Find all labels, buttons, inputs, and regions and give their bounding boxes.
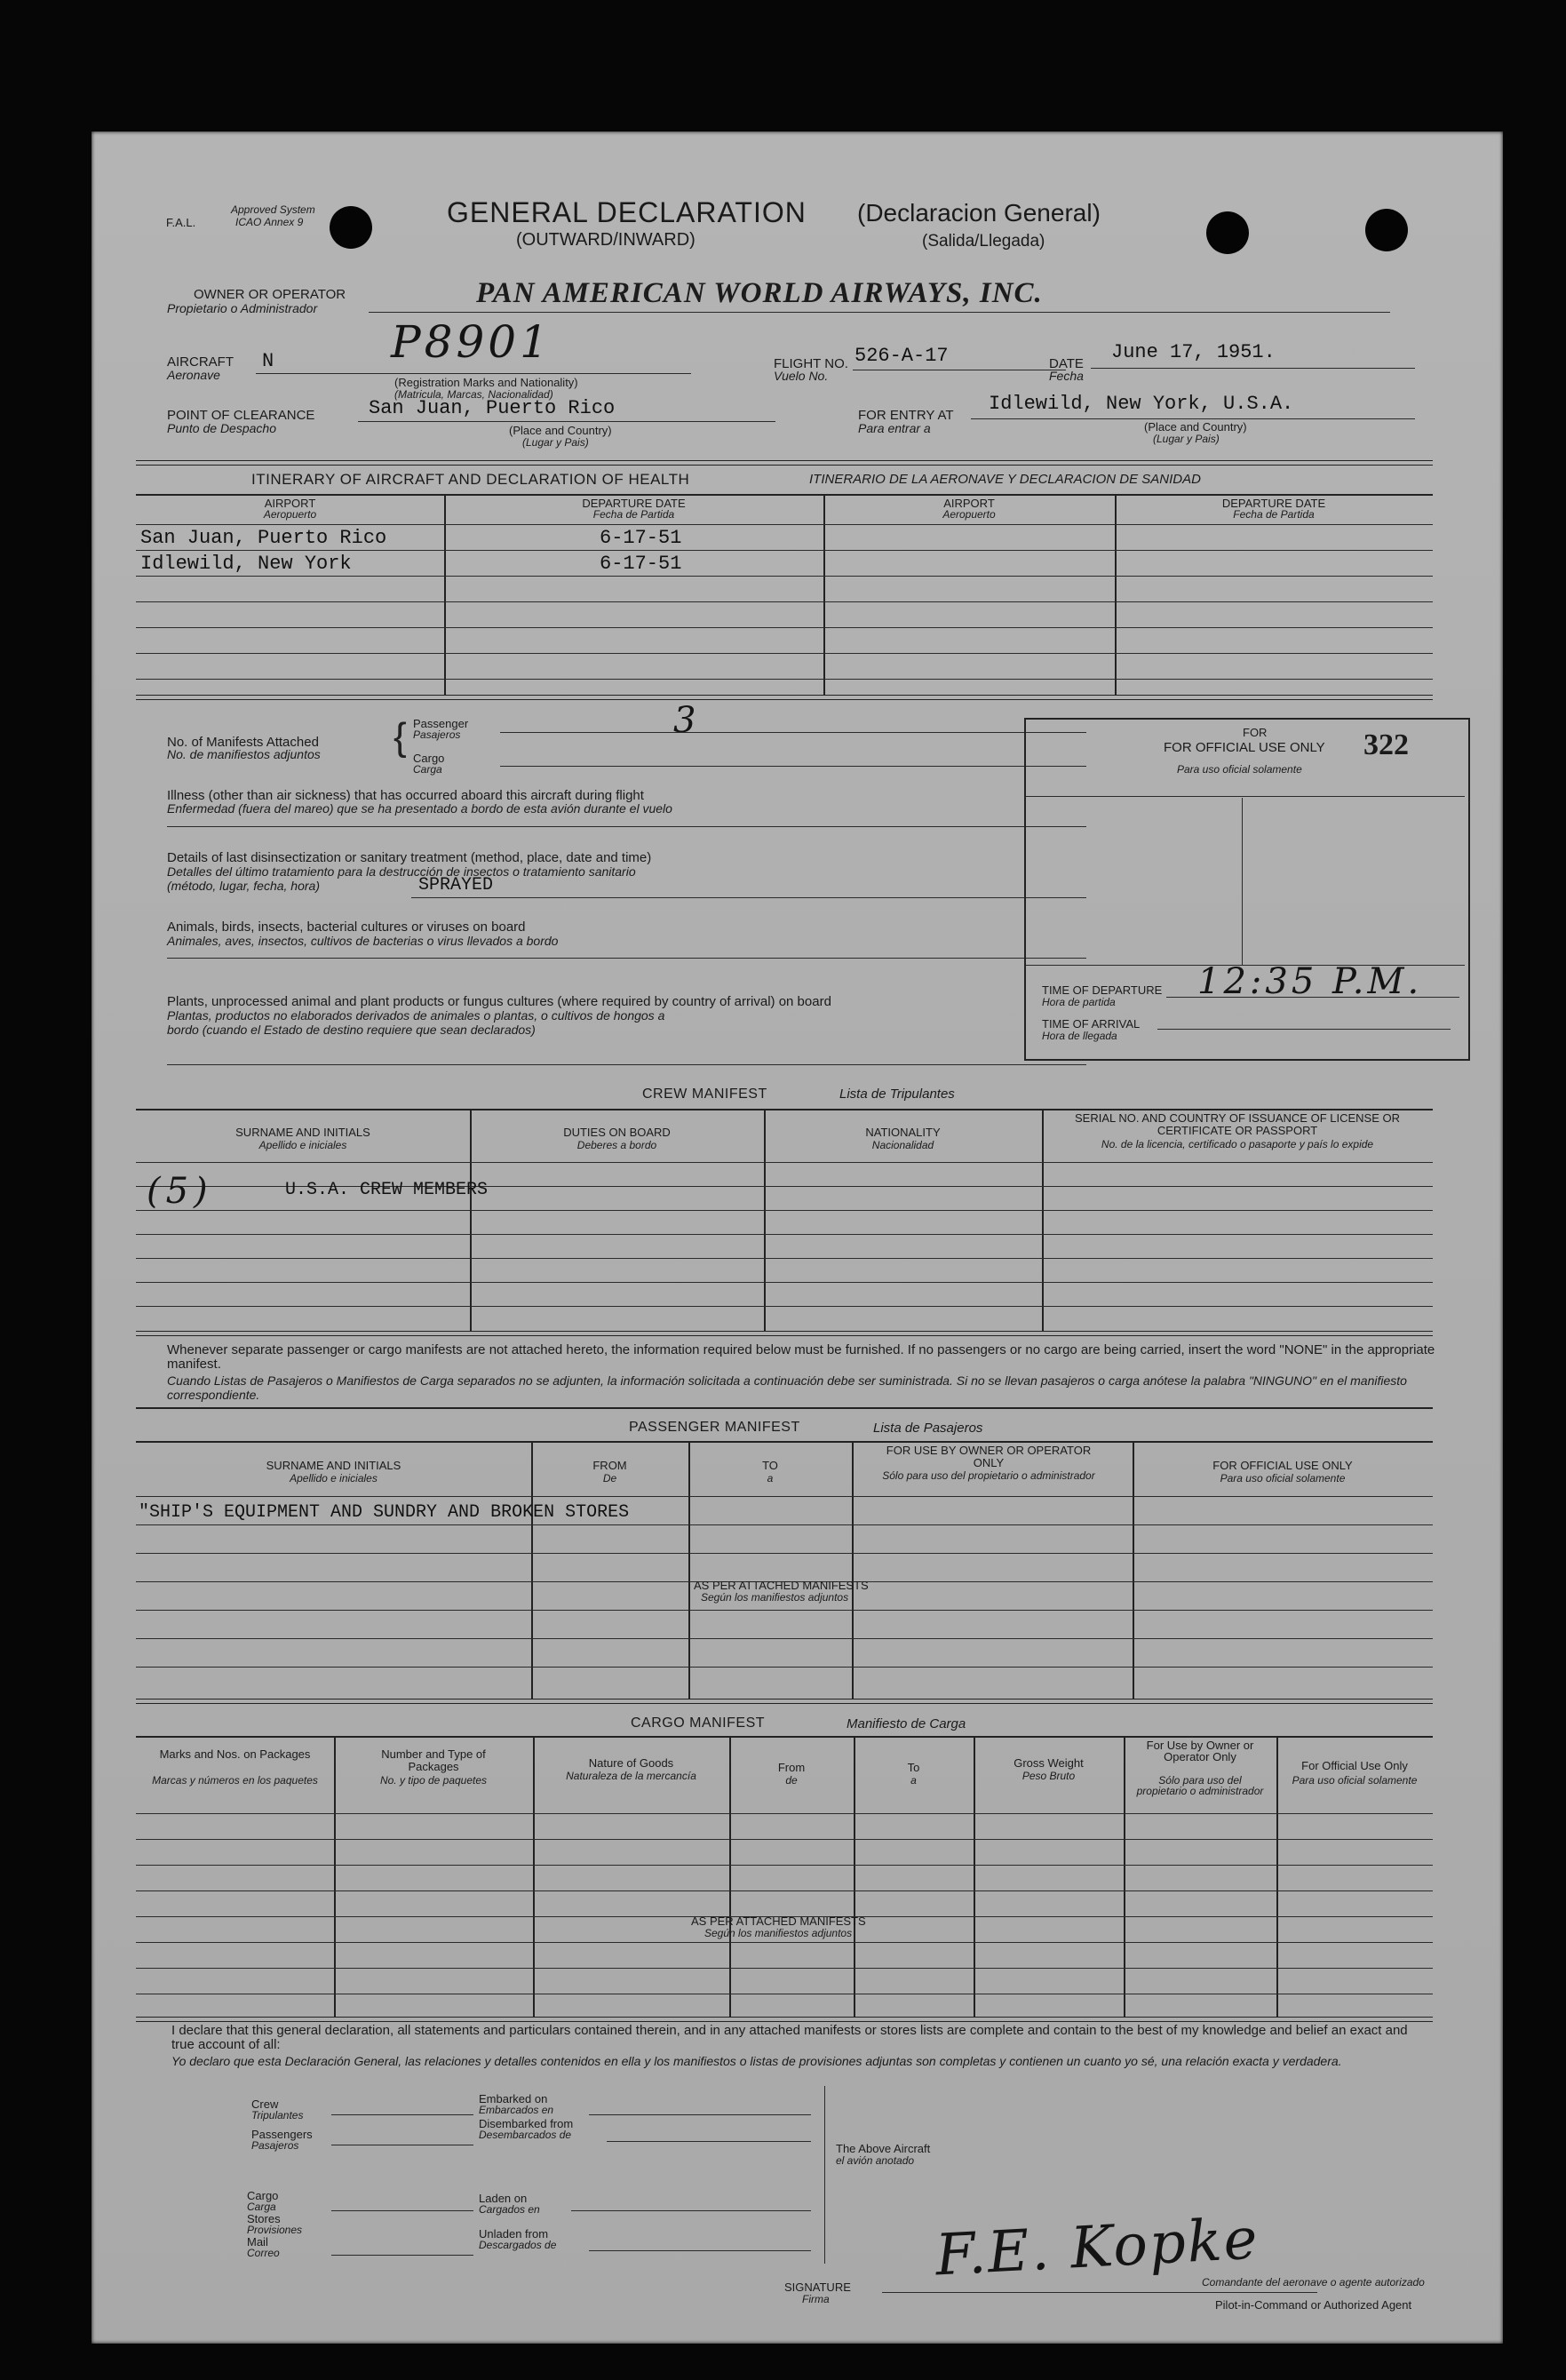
cargo-col-to: To [907, 1761, 920, 1774]
form-subtitle-es: (Salida/Llegada) [922, 232, 1045, 251]
passenger-col-name: SURNAME AND INITIALS [266, 1459, 401, 1472]
operator-name: PAN AMERICAN WORLD AIRWAYS, INC. [476, 277, 1043, 309]
declaration-date: June 17, 1951. [1111, 341, 1276, 363]
cargo-title-es: Manifiesto de Carga [847, 1716, 966, 1731]
aircraft-prefix: N [262, 350, 274, 372]
itinerary-col-date-2: DEPARTURE DATE [1221, 497, 1326, 510]
summary-passengers-es: Pasajeros [251, 2139, 299, 2152]
clearance-caption-es: (Lugar y Pais) [522, 436, 589, 449]
cargo-col-marks: Marks and Nos. on Packages [159, 1747, 311, 1761]
declaration-form: F.A.L. Approved System ICAO Annex 9 GENERAL DECLARATION (Declaracion General) (OUTWARD/INWARD) (Salida/Llegada) OWNER OR OPERATOR Propietario o Administrador PAN AMERICAN WORLD AIRWAYS, INC. AIRCRAFT Aeronave N P8901 (Registration Marks and Nationality) (Matricula, Marcas, Nacionalidad) FLIGHT NO. Vuelo No. 526-A-17 DATE Fecha June 17, 1951. POINT OF CLEARANCE Punto de Despacho San Juan, Puerto Rico (Place and Country) (Lugar y Pais) FOR ENTRY AT Para entrar a Idlewild, New York, U.S.A. (Place and Country) (Lugar y Pais) ITINERARY OF AIRCRAFT AND DECLARATION OF HEALTH ITINERARIO DE LA AERONAVE Y DECLARACION DE SANIDAD AIRPORT Aeropuerto DEPARTURE DATE Fecha de Partida AIRPORT Aeropuerto DEPARTURE DATE Fecha de Partida San Juan, Puerto Rico 6-17-51 Idlewild, New York 6-17-51 No. of Manifests Attached No. de manifiestos adjuntos { Passenger Pasajeros Cargo Carga 3 Illness (other than air sickness) that has occurred aboard this aircraft during flight Enfermedad (fuera del mareo) que se ha presentado a bordo de esta avión durante el vuelo Details of last disinsectization or sanitary treatment (method, place, date and time) Detalles del último tratamiento para la destrucción de insectos o tratamiento sanitario (método, lugar, fecha, hora) SPRAYED Animals, birds, insects, bacterial cultures or viruses on board Animales, aves, insectos, cultivos de bacterias o virus llevados a bordo Plants, unprocessed animal and plant products or fungus cultures (where required by country of arrival) on board Plantas, productos no elaborados derivados de animales o plantas, o cultivos de hongos a bordo (cuando el Estado de destino requiere que sean declarados) FOR FOR OFFICIAL USE ONLY Para uso oficial solamente 322 TIME OF DEPARTURE Hora de partida 12:35 P.M. TIME OF ARRIVAL Hora de llegada CREW MANIFEST Lista de Tripulantes SURNAME AND INITIALS Apellido e iniciales DUTIES ON BOARD Deberes a bordo NATIONALITY Nacionalidad SERIAL NO. AND COUNTRY OF ISSUANCE OF LICENSE OR CERTIFICATE OR PASSPORT No. de la licencia, certificado o pasaporte y país lo expide (5) U.S.A. CREW MEMBERS Whenever separate passenger or cargo manifests are not attached hereto, the information required below must be furnished. If no passengers or no cargo are being carried, insert the word "NONE" in the appropriate manifest. Cuando Listas de Pasajeros o Manifiestos de Carga separados no se adjunten, la información solicitada a continuación debe ser suministrada. Si no se llevan pasajeros o carga anótese la palabra "NINGUNO" en el manifiesto correspondiente. PASSENGER MANIFEST Lista de Pasajeros SURNAME AND INITIALS Apellido e iniciales FROM De TO a FOR USE BY OWNER OR OPERATOR ONLY Sólo para uso del propietario o administrador FOR OFFICIAL USE ONLY Para uso oficial solamente "SHIP'S EQUIPMENT AND SUNDRY AND BROKEN STORES AS PER ATTACHED MANIFESTS Según los manifiestos adjuntos CARGO MANIFEST Manifiesto de Carga Marks and Nos. on Packages Marcas y números en los paquetes Number and Type of Packages No. y tipo de paquetes Nature of Goods Naturaleza de la mercancía From de To a Gross Weight Peso Bruto For Use by Owner or Operator Only Sólo para uso del propietario o administrador For Official Use Only Para uso oficial solamente AS PER ATTACHED MANIFESTS Según los manifiestos adjuntos I declare that this general declaration, all statements and particulars contained therein, and in any attached manifests or stores lists are complete and contain to the best of my knowledge and belief an exact and true account of all: Yo declaro que esta Declaración General, las relaciones y detalles contenidos en ella y los manifiestos o listas de provisiones adjuntas son completas y contienen un cuanto yo sé, una relación exacta y verdadera. Crew Tripulantes Passengers Pasajeros Embarked on Embarcados en Disembarked from Desembarcados de Cargo Carga Stores Provisiones Mail Correo Laden on Cargados en Unladen from Descargados de The Above Aircraft el avión anotado F.E. Kopke SIGNATURE Firma Comandante del aeronave o agente autorizado Pilot-in-Command or Authorized Agent [91, 131, 1503, 2344]
date-label: DATE [1049, 356, 1084, 371]
itinerary-col-date: DEPARTURE DATE [582, 497, 686, 510]
passenger-entry: "SHIP'S EQUIPMENT AND SUNDRY AND BROKEN STORES [139, 1502, 630, 1523]
arrival-time-label-es: Hora de llegada [1042, 1030, 1117, 1042]
commander-label: Pilot-in-Command or Authorized Agent [1215, 2298, 1412, 2312]
plants-label-es: Plantas, productos no elaborados derivados de animales o plantas, o cultivos de hongos a [167, 1008, 665, 1023]
departure-time-value: 12:35 P.M. [1197, 961, 1423, 1002]
crew-col-name: SURNAME AND INITIALS [235, 1126, 370, 1139]
cargo-col-number-es: No. y tipo de paquetes [379, 1774, 488, 1787]
cargo-col-nature: Nature of Goods [588, 1756, 674, 1770]
crew-col-duties-es: Deberes a bordo [576, 1139, 657, 1151]
summary-mail: Mail [247, 2235, 268, 2249]
plants-label-es-2: bordo (cuando el Estado de destino requiere que sean declarados) [167, 1023, 536, 1037]
crew-title: CREW MANIFEST [642, 1087, 767, 1102]
entry-caption: (Place and Country) [1144, 420, 1247, 434]
crew-col-nationality: NATIONALITY [865, 1126, 941, 1139]
cargo-attached-es: Según los manifiestos adjuntos [704, 1927, 853, 1939]
signature-label-es: Firma [802, 2293, 830, 2305]
disinsect-label-es: Detalles del último tratamiento para la destrucción de insectos o tratamiento sanitario [167, 864, 636, 879]
punch-hole [1206, 211, 1249, 254]
disinsect-label: Details of last disinsectization or sanitary treatment (method, place, date and time) [167, 850, 652, 865]
itinerary-col-airport: AIRPORT [264, 497, 316, 510]
summary-unladen-es: Descargados de [479, 2239, 557, 2251]
summary-mail-es: Correo [247, 2247, 280, 2259]
passenger-col-to: TO [762, 1459, 778, 1472]
cargo-label: Cargo [413, 752, 445, 765]
crew-title-es: Lista de Tripulantes [839, 1087, 955, 1102]
form-subtitle: (OUTWARD/INWARD) [516, 230, 696, 250]
flight-label-es: Vuelo No. [774, 369, 829, 383]
plants-label: Plants, unprocessed animal and plant products or fungus cultures (where required by country of arrival) on board [167, 994, 831, 1009]
summary-crew-es: Tripulantes [251, 2109, 304, 2121]
clearance-caption: (Place and Country) [509, 424, 612, 437]
itinerary-title-es: ITINERARIO DE LA AERONAVE Y DECLARACION DE SANIDAD [809, 472, 1201, 487]
operator-label: OWNER OR OPERATOR [194, 287, 346, 302]
entry-caption-es: (Lugar y Pais) [1153, 433, 1220, 445]
animals-label-es: Animales, aves, insectos, cultivos de bacterias o virus llevados a bordo [167, 934, 559, 948]
crew-col-name-es: Apellido e iniciales [258, 1139, 347, 1151]
aircraft-label: AIRCRAFT [167, 354, 234, 370]
summary-passengers: Passengers [251, 2128, 313, 2141]
pilot-signature: F.E. Kopke [934, 2206, 1261, 2289]
entry-label-es: Para entrar a [858, 421, 931, 435]
cargo-col-official: For Official Use Only [1301, 1759, 1408, 1772]
cargo-col-marks-es: Marcas y números en los paquetes [152, 1774, 318, 1787]
passenger-col-official: FOR OFFICIAL USE ONLY [1212, 1459, 1353, 1472]
cargo-col-weight: Gross Weight [1014, 1756, 1084, 1770]
summary-disembarked: Disembarked from [479, 2117, 574, 2130]
punch-hole [1365, 209, 1408, 251]
itinerary-row-date: 6-17-51 [600, 553, 682, 575]
entry-value: Idlewild, New York, U.S.A. [989, 393, 1294, 415]
departure-time-label: TIME OF DEPARTURE [1042, 983, 1163, 997]
passenger-attached-es: Según los manifiestos adjuntos [701, 1591, 849, 1604]
itinerary-title: ITINERARY OF AIRCRAFT AND DECLARATION OF HEALTH [251, 471, 690, 488]
date-label-es: Fecha [1049, 369, 1084, 383]
crew-count: (5) [147, 1171, 213, 1212]
clearance-value: San Juan, Puerto Rico [369, 397, 616, 419]
crew-entry: U.S.A. CREW MEMBERS [285, 1180, 489, 1200]
fal-label: F.A.L. [166, 216, 196, 229]
registration-caption-es: (Matricula, Marcas, Nacionalidad) [394, 388, 553, 401]
official-number: 322 [1363, 728, 1409, 761]
summary-laden: Laden on [479, 2192, 528, 2205]
itinerary-col-airport-2-es: Aeropuerto [942, 508, 996, 521]
clearance-label: POINT OF CLEARANCE [167, 408, 315, 423]
summary-embarked-es: Embarcados en [479, 2104, 554, 2116]
itinerary-col-airport-2: AIRPORT [943, 497, 995, 510]
flight-number: 526-A-17 [855, 345, 949, 367]
manifests-label: No. of Manifests Attached [167, 735, 319, 750]
summary-cargo-es: Carga [247, 2201, 276, 2213]
cargo-label-es: Carga [413, 763, 442, 776]
notice-text-es: Cuando Listas de Pasajeros o Manifiestos de Carga separados no se adjunten, la información solicitada a continuación debe ser suministrada. Si no se llevan pasajeros o carga anótese la palabra "NINGUNO" en el manifiesto correspondiente. [167, 1373, 1407, 1402]
cargo-col-owner-es: Sólo para uso del propietario o administrador [1136, 1774, 1264, 1797]
above-aircraft-label-es: el avión anotado [836, 2154, 915, 2167]
cargo-col-owner: For Use by Owner or Operator Only [1146, 1739, 1254, 1763]
cargo-col-number: Number and Type of Packages [381, 1747, 486, 1773]
passenger-col-owner-es: Sólo para uso del propietario o administrador [882, 1469, 1095, 1482]
flight-label: FLIGHT NO. [774, 356, 848, 371]
summary-stores-es: Provisiones [247, 2224, 303, 2236]
passenger-attached: AS PER ATTACHED MANIFESTS [694, 1579, 869, 1592]
passenger-col-name-es: Apellido e iniciales [290, 1472, 378, 1485]
itinerary-row-airport: Idlewild, New York [140, 553, 352, 575]
passenger-col-owner: FOR USE BY OWNER OR OPERATOR ONLY [886, 1444, 1092, 1469]
manifests-label-es: No. de manifiestos adjuntos [167, 747, 321, 761]
illness-label-es: Enfermedad (fuera del mareo) que se ha presentado a bordo de esta avión durante el vuelo [167, 801, 672, 816]
operator-label-es: Propietario o Administrador [167, 301, 318, 315]
passenger-label-es: Pasajeros [413, 728, 461, 741]
animals-label: Animals, birds, insects, bacterial cultures or viruses on board [167, 919, 526, 935]
disinsect-value: SPRAYED [418, 875, 494, 895]
official-label-es: Para uso oficial solamente [1177, 763, 1302, 776]
passenger-title-es: Lista de Pasajeros [873, 1421, 983, 1436]
cargo-col-nature-es: Naturaleza de la mercancía [566, 1770, 696, 1782]
clearance-label-es: Punto de Despacho [167, 421, 276, 435]
approved-system: Approved System [231, 203, 315, 216]
registration-caption: (Registration Marks and Nationality) [394, 376, 578, 389]
crew-col-duties: DUTIES ON BOARD [563, 1126, 671, 1139]
cargo-col-to-es: a [910, 1774, 917, 1787]
disinsect-label-es-2: (método, lugar, fecha, hora) [167, 879, 320, 893]
summary-crew: Crew [251, 2097, 279, 2111]
cargo-title: CARGO MANIFEST [631, 1715, 766, 1731]
cargo-col-from-es: de [785, 1774, 798, 1787]
summary-laden-es: Cargados en [479, 2203, 540, 2216]
notice-text: Whenever separate passenger or cargo manifests are not attached hereto, the information required below must be furnished. If no passengers or no cargo are being carried, insert the word "NONE" in the appropriate manifest. [167, 1342, 1435, 1372]
entry-label: FOR ENTRY AT [858, 408, 954, 423]
summary-unladen: Unladen from [479, 2227, 549, 2241]
cargo-attached: AS PER ATTACHED MANIFESTS [691, 1914, 866, 1928]
arrival-time-label: TIME OF ARRIVAL [1042, 1017, 1141, 1031]
crew-col-serial-es: No. de la licencia, certificado o pasaporte y país lo expide [1101, 1138, 1374, 1150]
crew-col-serial: SERIAL NO. AND COUNTRY OF ISSUANCE OF LICENSE OR CERTIFICATE OR PASSPORT [1075, 1111, 1400, 1137]
itinerary-row-date: 6-17-51 [600, 527, 682, 549]
cargo-col-official-es: Para uso oficial solamente [1292, 1774, 1418, 1787]
summary-cargo: Cargo [247, 2189, 279, 2202]
passenger-col-from-es: De [602, 1472, 617, 1485]
manifest-count: 3 [673, 700, 696, 741]
passenger-title: PASSENGER MANIFEST [629, 1420, 800, 1435]
summary-stores: Stores [247, 2212, 281, 2225]
form-title: GENERAL DECLARATION [447, 196, 807, 228]
itinerary-row-airport: San Juan, Puerto Rico [140, 527, 387, 549]
itinerary-col-date-es: Fecha de Partida [592, 508, 675, 521]
cargo-col-weight-es: Peso Bruto [1021, 1770, 1076, 1782]
passenger-col-official-es: Para uso oficial solamente [1220, 1472, 1346, 1485]
official-label: FOR OFFICIAL USE ONLY [1164, 740, 1325, 755]
declaration-text-es: Yo declaro que esta Declaración General, las relaciones y detalles contenidos en ella y los manifiestos o listas de provisiones adjuntas son completas y contienen un cuanto yo sé, una relación exacta y verdadera. [171, 2054, 1342, 2068]
signature-label: SIGNATURE [784, 2281, 851, 2294]
declaration-text: I declare that this general declaration, all statements and particulars contained therein, and in any attached manifests or stores lists are complete and contain to the best of my knowledge and belief an exact and true account of all: [171, 2023, 1408, 2052]
departure-time-label-es: Hora de partida [1042, 996, 1116, 1008]
cargo-col-from: From [777, 1761, 806, 1774]
above-aircraft-label: The Above Aircraft [836, 2142, 931, 2155]
crew-col-nationality-es: Nacionalidad [871, 1139, 934, 1151]
passenger-label: Passenger [413, 717, 469, 730]
itinerary-col-airport-es: Aeropuerto [263, 508, 317, 521]
form-title-es: (Declaracion General) [857, 199, 1101, 227]
illness-label: Illness (other than air sickness) that has occurred aboard this aircraft during flight [167, 788, 644, 803]
passenger-col-to-es: a [767, 1472, 774, 1485]
commander-label-es: Comandante del aeronave o agente autorizado [1202, 2276, 1425, 2288]
aircraft-registration: P8901 [391, 316, 552, 368]
summary-disembarked-es: Desembarcados de [479, 2129, 572, 2141]
itinerary-col-date-2-es: Fecha de Partida [1233, 508, 1315, 521]
summary-embarked: Embarked on [479, 2092, 548, 2105]
passenger-col-from: FROM [592, 1459, 627, 1472]
punch-hole [330, 206, 372, 249]
aircraft-label-es: Aeronave [167, 368, 220, 382]
icao-annex: ICAO Annex 9 [235, 216, 304, 228]
